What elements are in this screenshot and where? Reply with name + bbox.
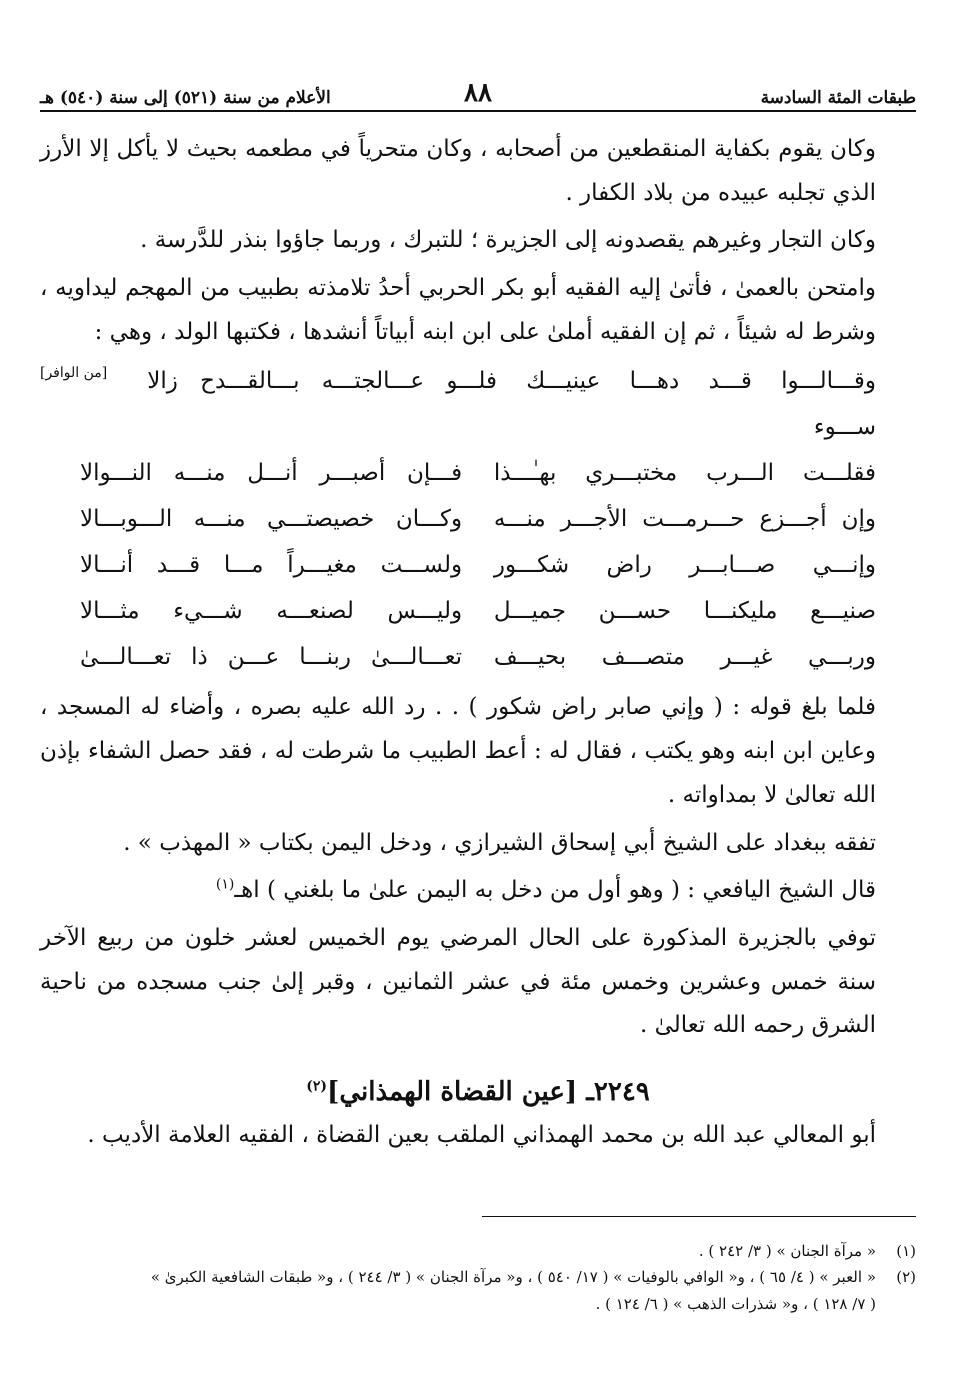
paragraph: أبو المعالي عبد الله بن محمد الهمذاني الملقب بعين القضاة ، الفقيه العلامة الأديب .: [87, 1121, 876, 1148]
hemistich-first: وقـــالـــوا قـــد دهـــا عينيـــك ســـوء: [526, 368, 876, 441]
footnote-text: ( ٧/ ١٢٨ ) ، و« شذرات الذهب » ( ٦/ ١٢٤ ) .: [595, 1294, 876, 1313]
page-number: ٨٨: [464, 78, 492, 108]
footnote-text: « العبر » ( ٤/ ٦٥ ) ، و« الوافي بالوفيات » ( ١٧/ ٥٤٠ ) ، و« مرآة الجنان » ( ٣/ ٢٤٤ ) ، و« طبقات الشافعية الكبرىٰ »: [150, 1268, 876, 1287]
footnote-continuation: [40, 1291, 916, 1317]
header-section-title: طبقات المئة السادسة: [760, 88, 916, 108]
poem-verse: [40, 496, 916, 542]
poem-verse: [40, 542, 916, 588]
paragraph-text: وامتحن بالعمىٰ ، فأتىٰ إليه الفقيه أبو بكر الحربي أحدُ تلامذته بطبيب من المهجم ليداويه ، وشرط له شيئاً ، ثم إن الفقيه أملىٰ على ابن ابنه أبياتاً أنشدها ، فكتبها الولد ، وهي :: [40, 275, 876, 345]
hemistich-first: وإنـــي صـــابـــر راض شكـــور: [493, 552, 876, 579]
paragraph: فلما بلغ قوله : ( وإني صابر راض شكور ) . . رد الله عليه بصره ، وأضاء له المسجد ، وعاين ابن ابنه وهو يكتب ، فقال له : أعط الطبيب ما شرطت له ، فقد حصل الشفاء بإذن الله تعالىٰ لا بمداواته .: [40, 694, 876, 808]
footnote-ref[interactable]: (٢): [306, 1078, 328, 1095]
header-rule: [40, 110, 916, 112]
footnote-text: « مرآة الجنان » ( ٣/ ٢٤٢ ) .: [698, 1242, 876, 1260]
hemistich-second: تعـــالـــىٰ ربنـــا عـــن ذا تعـــالـــىٰ: [80, 644, 463, 671]
footnote: [40, 1238, 916, 1264]
hemistich-second: فلـــو عـــالجتـــه بـــالقـــدح زالا: [147, 368, 498, 395]
paragraph-text: قال الشيخ اليافعي : ( وهو أول من دخل به اليمن علىٰ ما بلغني ) اهـ: [234, 877, 876, 904]
footnote-number: (١): [896, 1242, 916, 1260]
poem-verse: [40, 450, 916, 496]
hemistich-second: وليـــس لصنعـــه شـــيء مثـــالا: [80, 598, 463, 625]
poem-verse: [107, 358, 916, 450]
footnote-ref[interactable]: (١): [215, 876, 235, 893]
hemistich-second: فـــإن أصبـــر أنـــل منـــه النـــوالا: [80, 460, 463, 487]
hemistich-second: ولســـت مغيـــراً مـــا قـــد أنـــالا: [80, 552, 463, 579]
main-text: [40, 128, 916, 1161]
paragraph: وكان التجار وغيرهم يقصدونه إلى الجزيرة ؛ للتبرك ، وربما جاؤوا بنذر للدَّرسة .: [140, 227, 876, 254]
hemistich-first: صنيـــع مليكنـــا حســـن جميـــل: [493, 598, 876, 625]
poem-verse: [40, 588, 916, 634]
hemistich-first: وإن أجـــزع حـــرمـــت الأجـــر منـــه: [493, 506, 876, 533]
paragraph: وكان يقوم بكفاية المنقطعين من أصحابه ، وكان متحرياً في مطعمه بحيث لا يأكل إلا الأرز الذي تجلبه عبيده من بلاد الكفار .: [40, 136, 876, 206]
footnote-rule: [482, 1216, 916, 1217]
running-header: [40, 70, 916, 108]
footnote-number: (٢): [896, 1268, 916, 1287]
hemistich-first: وربـــي غيـــر متصـــف بحيـــف: [493, 644, 876, 671]
poem-verse: [40, 634, 916, 680]
footnote: [40, 1264, 916, 1290]
hemistich-first: فقلـــت الـــرب مختبـــري بهـٰـــذا: [493, 460, 876, 487]
footnotes: [40, 1238, 916, 1317]
paragraph: تفقه ببغداد على الشيخ أبي إسحاق الشيرازي ، ودخل اليمن بكتاب « المهذب » .: [123, 829, 876, 856]
meter-label: [من الوافر]: [40, 365, 108, 382]
paragraph: توفي بالجزيرة المذكورة على الحال المرضي يوم الخميس لعشر خلون من ربيع الآخر سنة خمس وعشرين وخمس مئة في عشر الثمانين ، وقبر إلىٰ جنب مسجده من ناحية الشرق رحمه الله تعالىٰ .: [40, 924, 876, 1039]
header-range-title: الأعلام من سنة (٥٢١) إلى سنة (٥٤٠) هـ: [40, 88, 331, 108]
poem: [40, 358, 916, 680]
paragraph: [40, 869, 916, 913]
biography-heading: [40, 1072, 916, 1114]
hemistich-second: وكـــان خصيصتـــي منـــه الـــوبـــالا: [80, 506, 463, 533]
biography-title: ٢٢٤٩ـ [عين القضاة الهمذاني]: [327, 1076, 650, 1107]
